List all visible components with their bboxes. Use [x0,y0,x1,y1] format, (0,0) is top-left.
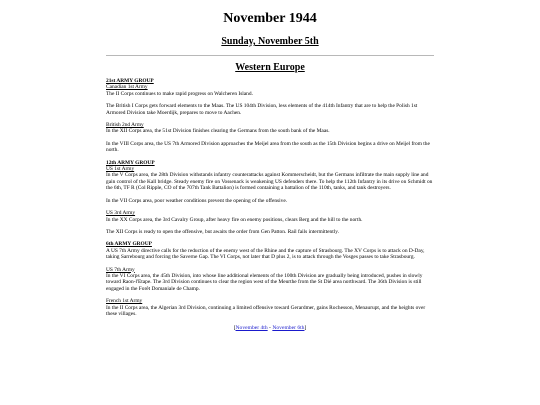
army-heading: Canadian 1st Army [106,84,148,91]
paragraph: In the II Corps area, the Algerian 3rd Division, continuing a limited offensive toward Gerardmer, gains Rochesson, Menaurupt, and the heights over these villages. [106,304,426,317]
nav-separator: - [267,325,273,332]
paragraph: In the XII Corps area, the 51st Division finishes clearing the Germans from the south bank of the Maas. [106,128,330,135]
paragraph: The British I Corps gets forward elements to the Maas. The US 104th Division, less elements of the 414th Infantry that are to help the Polish 1st Armored Division take Moerdijk, prepares to move to Aachen. [106,103,418,116]
next-day-link[interactable]: November 6th [272,325,305,332]
date-heading: Sunday, November 5th [221,36,319,47]
content [106,78,434,317]
section-heading: Western Europe [235,62,305,73]
paragraph: In the VI Corps area, the 45th Division, into whose line additional elements of the 100th Division are gradually being introduced, pushes in slowly toward Raon-l'Etape. The 3rd Division continues to clear the region west of the Meurthe from the St Dié area northward. The 36th Division is still engaged in the Forêt Domaniale de Champ. [106,272,423,292]
day-navigation [106,325,434,332]
paragraph: In the V Corps area, the 28th Division withstands infantry counterattacks against Kommerscheidt, but the Germans infiltrate the main supply line and gain control of the Kall bridge. Steady enemy fire on Vossenack is weakening US defenders there. To help the 112th Infantry in its drive on Schmidt on the 6th, TF R (Col Ripple, CO of the 707th Tank Battalion) is formed containing a battalion of the 110th, tanks, and tank destroyers. [106,172,433,192]
nav-bracket-close: ] [304,325,307,332]
army-group-heading: 6th ARMY GROUP [106,241,152,248]
paragraph: In the VIII Corps area, the US 7th Armored Division approaches the Meijel area from the south as the 15th Division begins a drive on Meijel from the north. [106,140,430,154]
paragraph: In the XX Corps area, the 3rd Cavalry Group, after heavy fire on enemy positions, clears Berg and the hill to the north. [106,216,363,223]
page-title: November 1944 [223,11,317,26]
army-heading: US 3rd Army [106,210,136,217]
nav-bracket-open: [ [233,325,236,332]
paragraph: The II Corps continues to make rapid progress on Walcheren Island. [106,90,253,97]
army-group-heading: 12th ARMY GROUP [106,159,155,166]
army-heading: US 7th Army [106,266,135,273]
army-heading: US 1st Army [106,166,135,173]
paragraph: In the VII Corps area, poor weather conditions prevent the opening of the offensive. [106,197,288,204]
divider [106,55,434,56]
army-group-heading: 21st ARMY GROUP [106,78,154,84]
paragraph: A US 7th Army directive calls for the reduction of the enemy west of the Rhine and the capture of Strasbourg. The XV Corps is to attack on D-Day, taking Sarrebourg and forcing the Saverne Gap. The VI Corps, not later that D plus 2, is to attack through the Vosges passes to take Strasbourg. [106,247,425,261]
army-heading: French 1st Army [106,298,143,305]
prev-day-link[interactable]: November 4th [235,325,268,332]
army-heading: British 2nd Army [106,122,144,129]
paragraph: The XII Corps is ready to open the offensive, but awaits the order from Gen Patton. Rail fails intermittently. [106,228,339,235]
